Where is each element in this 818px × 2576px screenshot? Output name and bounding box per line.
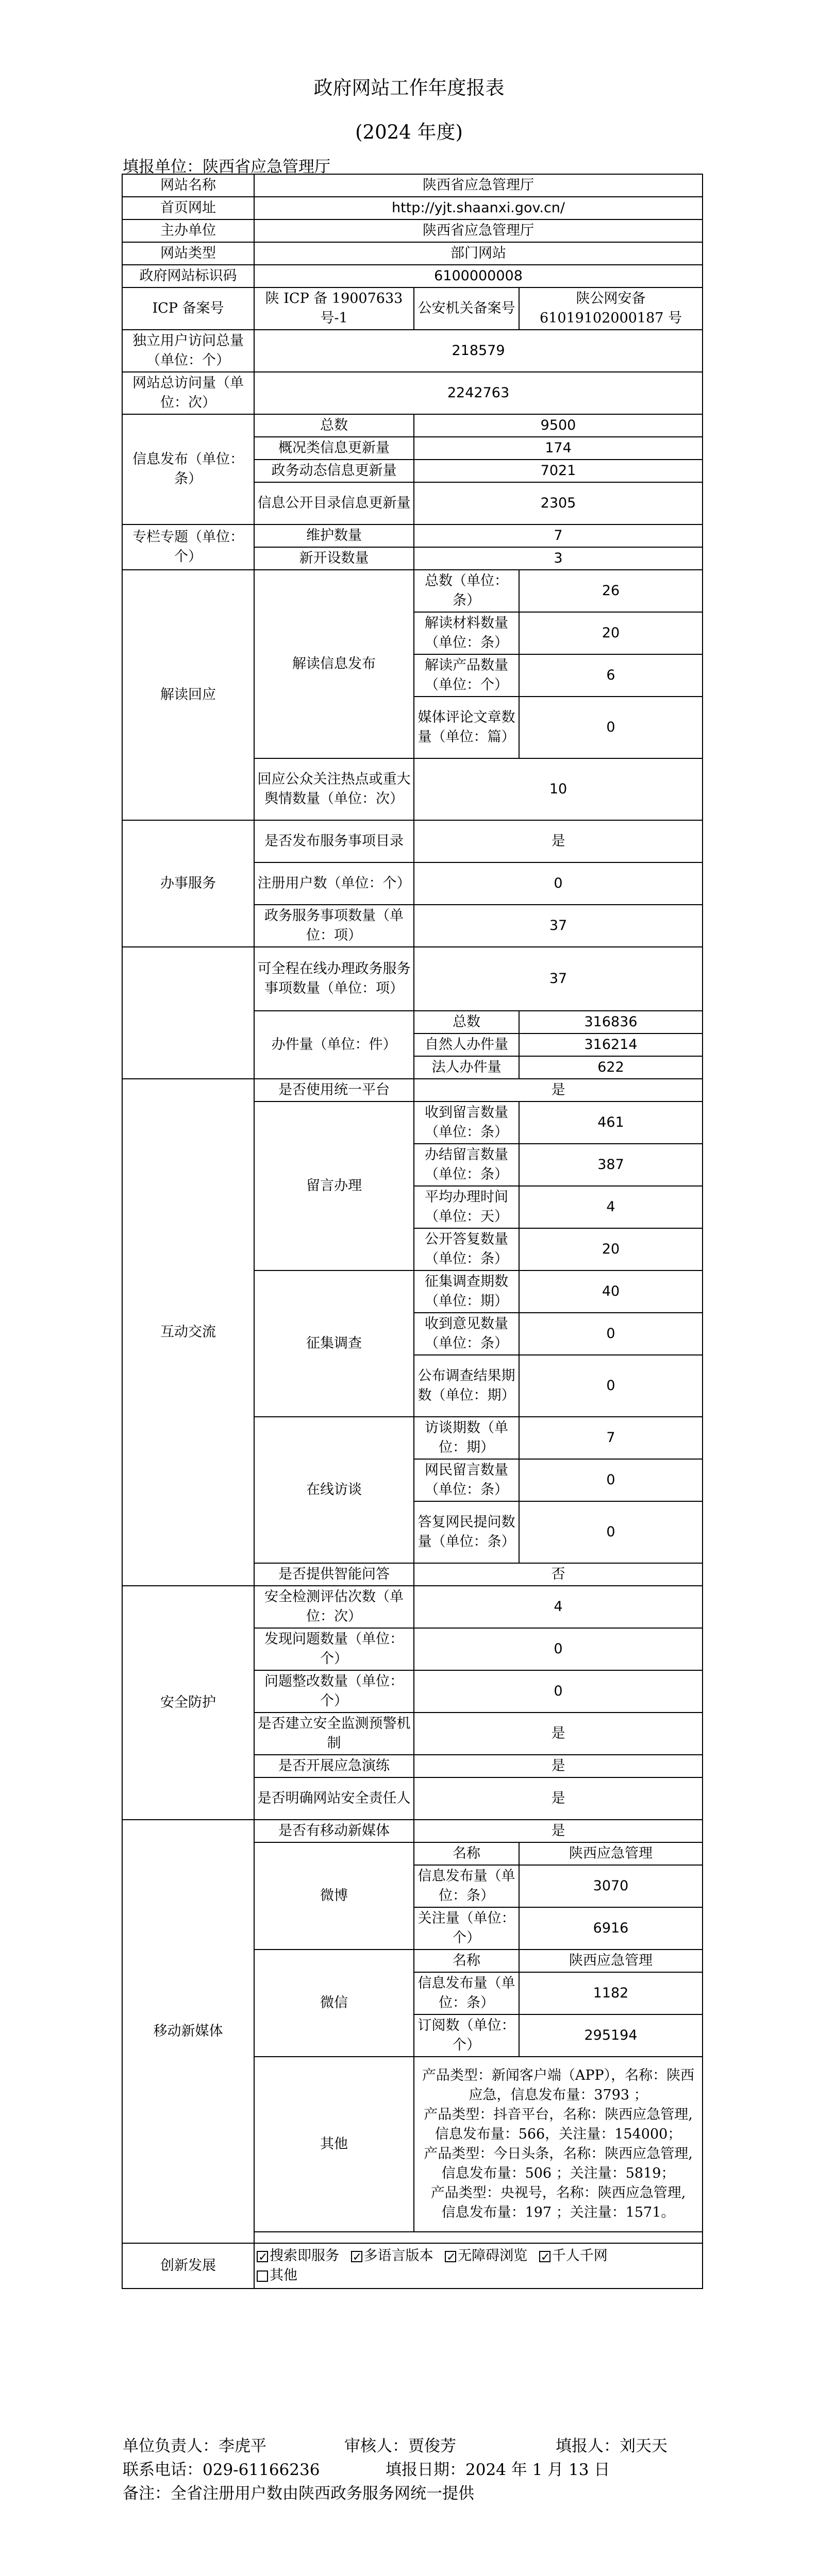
site-type-value: 部门网站 (254, 242, 703, 265)
natural-label: 自然人办件量 (414, 1033, 519, 1056)
interpret-section-label: 解读回应 (122, 570, 254, 820)
users-value: 0 (414, 862, 703, 905)
wechat-posts-label: 信息发布量（单位：条） (414, 1972, 519, 2014)
maintain-label: 维护数量 (254, 524, 414, 547)
contact-phone: 联系电话：029-61166236 (123, 2461, 320, 2479)
table-row (122, 174, 703, 197)
checkbox-checked-icon[interactable] (445, 2251, 456, 2262)
icp-value: 陕 ICP 备 19007633 号-1 (254, 287, 414, 330)
table-row (122, 820, 703, 862)
pv-value: 2242763 (254, 372, 703, 414)
smart-value: 否 (414, 1563, 703, 1586)
interaction-section-label: 互动交流 (122, 1079, 254, 1586)
items-value: 37 (414, 905, 703, 947)
netizen-value: 0 (519, 1459, 703, 1501)
icp-label: ICP 备案号 (122, 287, 254, 330)
issues-label: 发现问题数量（单位：个） (254, 1628, 414, 1670)
avg-value: 4 (519, 1186, 703, 1228)
weibo-name-label: 名称 (414, 1842, 519, 1865)
site-type-label: 网站类型 (122, 242, 254, 265)
interpret-total-label: 总数（单位：条） (414, 570, 519, 612)
other-media-line: 应急，信息发布量：3793 ； (469, 2087, 648, 2103)
service-blank-cell (122, 947, 254, 1079)
response-label: 回应公众关注热点或重大舆情数量（单位：次） (254, 758, 414, 820)
wechat-label: 微信 (254, 1950, 414, 2057)
survey-count-value: 40 (519, 1270, 703, 1313)
table-row (122, 524, 703, 547)
answers-label: 答复网民提问数量（单位：条） (414, 1501, 519, 1563)
weibo-posts-value: 3070 (519, 1865, 703, 1907)
monitor-label: 是否建立安全监测预警机制 (254, 1713, 414, 1755)
reviewer: 审核人：贾俊芳 (344, 2437, 456, 2455)
message-label: 留言办理 (254, 1101, 414, 1270)
legal-value: 622 (519, 1056, 703, 1079)
weibo-followers-label: 关注量（单位：个） (414, 1907, 519, 1950)
column-section-label: 专栏专题（单位：个） (122, 524, 254, 570)
site-id-label: 政府网站标识码 (122, 265, 254, 287)
service-catalog-label: 是否发布服务事项目录 (254, 820, 414, 862)
uv-label: 独立用户访问总量（单位：个） (122, 330, 254, 372)
table-row (122, 1586, 703, 1628)
report-year: (2024 年度) (355, 121, 463, 143)
mobile-section-label: 移动新媒体 (122, 1820, 254, 2243)
psb-label: 公安机关备案号 (414, 287, 519, 330)
finished-value: 387 (519, 1144, 703, 1186)
wechat-posts-value: 1182 (519, 1972, 703, 2014)
owner-value: 是 (414, 1777, 703, 1820)
has-mobile-value: 是 (414, 1820, 703, 1842)
product-label: 解读产品数量（单位：个） (414, 654, 519, 697)
interpret-total-value: 26 (519, 570, 703, 612)
response-value: 10 (414, 758, 703, 820)
wechat-subs-label: 订阅数（单位：个） (414, 2014, 519, 2057)
drill-value: 是 (414, 1755, 703, 1777)
site-id-value: 6100000008 (254, 265, 703, 287)
pv-label: 网站总访问量（单位：次） (122, 372, 254, 414)
fixed-value: 0 (414, 1670, 703, 1713)
service-section-label: 办事服务 (122, 820, 254, 947)
table-row (122, 330, 703, 372)
survey-count-label: 征集调查期数（单位：期） (414, 1270, 519, 1313)
other-media-line: 产品类型：今日头条，名称：陕西应急管理, (424, 2146, 693, 2162)
assess-label: 安全检测评估次数（单位：次） (254, 1586, 414, 1628)
has-mobile-label: 是否有移动新媒体 (254, 1820, 414, 1842)
wechat-name-label: 名称 (414, 1950, 519, 1972)
overview-value: 174 (414, 437, 703, 460)
weibo-posts-label: 信息发布量（单位：条） (414, 1865, 519, 1907)
sponsor-value: 陕西省应急管理厅 (254, 219, 703, 242)
monitor-value: 是 (414, 1713, 703, 1755)
site-name-value: 陕西省应急管理厅 (254, 174, 703, 197)
results-value: 0 (519, 1355, 703, 1417)
catalog-value: 2305 (414, 482, 703, 524)
other-media-details (414, 2057, 703, 2232)
mobile-spacer-cell (254, 2232, 703, 2243)
handled-total-label: 总数 (414, 1011, 519, 1033)
dynamic-label: 政务动态信息更新量 (254, 460, 414, 482)
wechat-name-value: 陕西应急管理 (519, 1950, 703, 1972)
fill-date: 填报日期：2024 年 1 月 13 日 (386, 2461, 610, 2479)
unified-label: 是否使用统一平台 (254, 1079, 414, 1101)
material-value: 20 (519, 612, 703, 654)
table-row (122, 265, 703, 287)
table-row (122, 947, 703, 1011)
public-value: 20 (519, 1228, 703, 1270)
new-column-value: 3 (414, 547, 703, 570)
opinions-label: 收到意见数量（单位：条） (414, 1313, 519, 1355)
survey-label: 征集调查 (254, 1270, 414, 1417)
drill-label: 是否开展应急演练 (254, 1755, 414, 1777)
handled-total-value: 316836 (519, 1011, 703, 1033)
assess-value: 4 (414, 1586, 703, 1628)
innovation-option[interactable]: 其他 (257, 2267, 297, 2283)
interview-count-label: 访谈期数（单位：期） (414, 1417, 519, 1459)
weibo-label: 微博 (254, 1842, 414, 1950)
other-media-line: 产品类型：新闻客户端（APP），名称：陕西 (422, 2067, 695, 2083)
maintain-value: 7 (414, 524, 703, 547)
finished-label: 办结留言数量（单位：条） (414, 1144, 519, 1186)
uv-value: 218579 (254, 330, 703, 372)
homepage-label: 首页网址 (122, 197, 254, 219)
table-row (122, 570, 703, 612)
public-label: 公开答复数量（单位：条） (414, 1228, 519, 1270)
table-row (122, 414, 703, 437)
weibo-followers-value: 6916 (519, 1907, 703, 1950)
smart-label: 是否提供智能问答 (254, 1563, 414, 1586)
results-label: 公布调查结果期数（单位：期） (414, 1355, 519, 1417)
checkbox-checked-icon[interactable] (257, 2251, 268, 2262)
material-label: 解读材料数量（单位：条） (414, 612, 519, 654)
innovation-label: 创新发展 (122, 2243, 254, 2289)
new-column-label: 新开设数量 (254, 547, 414, 570)
report-title: 政府网站工作年度报表 (313, 77, 505, 99)
table-row (122, 372, 703, 414)
wechat-subs-value: 295194 (519, 2014, 703, 2057)
other-media-label: 其他 (254, 2057, 414, 2232)
owner-label: 是否明确网站安全责任人 (254, 1777, 414, 1820)
table-row (122, 219, 703, 242)
table-row (122, 197, 703, 219)
overview-label: 概况类信息更新量 (254, 437, 414, 460)
checkbox-checked-icon[interactable] (351, 2251, 362, 2262)
users-label: 注册用户数（单位：个） (254, 862, 414, 905)
catalog-label: 信息公开目录信息更新量 (254, 482, 414, 524)
checkbox-unchecked-icon[interactable] (257, 2270, 268, 2282)
issues-value: 0 (414, 1628, 703, 1670)
table-row (122, 1820, 703, 1842)
unit-head: 单位负责人：李虎平 (123, 2437, 266, 2455)
weibo-name-value: 陕西应急管理 (519, 1842, 703, 1865)
report-table (122, 174, 703, 2289)
unified-value: 是 (414, 1079, 703, 1101)
other-media-line: 信息发布量：566，关注量：154000； (435, 2126, 682, 2142)
other-media-line: 产品类型：央视号，名称：陕西应急管理, (430, 2185, 686, 2201)
sponsor-label: 主办单位 (122, 219, 254, 242)
table-row (122, 1079, 703, 1101)
interview-label: 在线访谈 (254, 1417, 414, 1563)
innovation-options (254, 2243, 703, 2289)
product-value: 6 (519, 654, 703, 697)
table-row (122, 242, 703, 265)
answers-value: 0 (519, 1501, 703, 1563)
site-name-label: 网站名称 (122, 174, 254, 197)
other-media-line: 信息发布量：197 ；关注量：1571。 (441, 2205, 675, 2221)
opinions-value: 0 (519, 1313, 703, 1355)
avg-label: 平均办理时间（单位：天） (414, 1186, 519, 1228)
innovation-option[interactable]: ✓ 千人千网 (539, 2248, 608, 2264)
service-catalog-value: 是 (414, 820, 703, 862)
media-value: 0 (519, 697, 703, 758)
checkbox-checked-icon[interactable] (539, 2251, 550, 2262)
table-row (122, 287, 703, 330)
online-label: 可全程在线办理政务服务事项数量（单位：项） (254, 947, 414, 1011)
interpret-publish-label: 解读信息发布 (254, 570, 414, 758)
filler-unit: 填报单位：陕西省应急管理厅 (123, 158, 330, 176)
innovation-option[interactable]: ✓搜索即服务 (257, 2248, 339, 2264)
handled-label: 办件量（单位：件） (254, 1011, 414, 1079)
publish-section-label: 信息发布（单位：条） (122, 414, 254, 524)
other-media-line: 产品类型：抖音平台，名称：陕西应急管理, (424, 2107, 693, 2123)
natural-value: 316214 (519, 1033, 703, 1056)
table-row (122, 2243, 703, 2289)
security-section-label: 安全防护 (122, 1586, 254, 1820)
items-label: 政务服务事项数量（单位：项） (254, 905, 414, 947)
homepage-value: http://yjt.shaanxi.gov.cn/ (254, 197, 703, 219)
dynamic-value: 7021 (414, 460, 703, 482)
other-media-line: 信息发布量：506 ；关注量：5819； (441, 2165, 675, 2181)
footer-note: 备注：全省注册用户数由陕西政务服务网统一提供 (123, 2484, 474, 2503)
legal-label: 法人办件量 (414, 1056, 519, 1079)
online-value: 37 (414, 947, 703, 1011)
netizen-label: 网民留言数量（单位：条） (414, 1459, 519, 1501)
psb-value: 陕公网安备61019102000187 号 (519, 287, 703, 330)
fixed-label: 问题整改数量（单位：个） (254, 1670, 414, 1713)
filler-person: 填报人：刘天天 (556, 2437, 667, 2455)
received-value: 461 (519, 1101, 703, 1144)
publish-total-label: 总数 (254, 414, 414, 437)
media-label: 媒体评论文章数量（单位：篇） (414, 697, 519, 758)
publish-total-value: 9500 (414, 414, 703, 437)
received-label: 收到留言数量（单位：条） (414, 1101, 519, 1144)
innovation-option[interactable]: ✓ 多语言版本 (351, 2248, 433, 2264)
interview-count-value: 7 (519, 1417, 703, 1459)
innovation-option[interactable]: ✓ 无障碍浏览 (445, 2248, 527, 2264)
